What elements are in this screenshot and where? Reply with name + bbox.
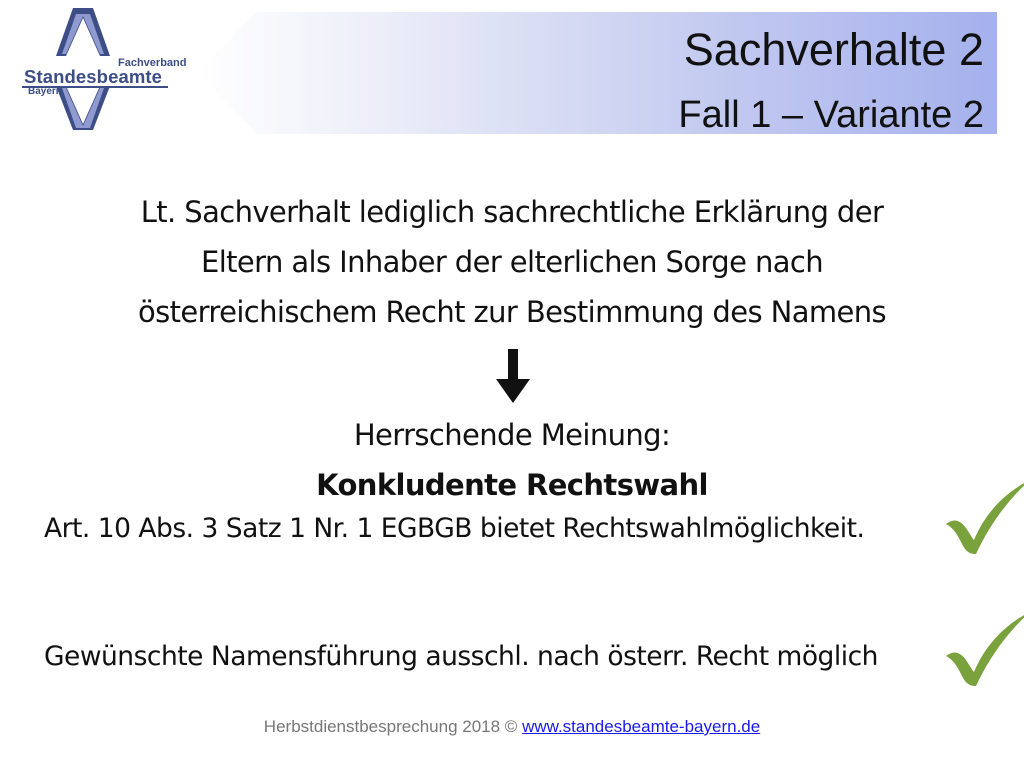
down-arrow-icon xyxy=(496,349,530,403)
intro-line: österreichischem Recht zur Bestimmung des Namens xyxy=(137,295,887,329)
checkmark-icon xyxy=(942,608,1024,688)
opinion-block xyxy=(0,410,1024,510)
point-legal-basis: Art. 10 Abs. 3 Satz 1 Nr. 1 EGBGB bietet Rechtswahlmöglichkeit. xyxy=(44,513,865,544)
association-logo xyxy=(18,6,187,134)
logo-text-bayern: Bayern xyxy=(28,86,62,97)
opinion-label: Herrschende Meinung: xyxy=(353,418,671,452)
footer-text: Herbstdienstbesprechung 2018 © xyxy=(263,717,518,736)
intro-line: Eltern als Inhaber der elterlichen Sorge nach xyxy=(200,245,824,279)
point-name-result: Gewünschte Namensführung ausschl. nach österr. Recht möglich xyxy=(44,641,878,672)
intro-line: Lt. Sachverhalt lediglich sachrechtliche Erklärung der xyxy=(140,195,884,229)
opinion-conclusion: Konkludente Rechtswahl xyxy=(316,468,708,502)
checkmark-icon xyxy=(942,476,1024,556)
footer-link[interactable]: www.standesbeamte-bayern.de xyxy=(522,717,761,736)
intro-paragraph xyxy=(40,187,984,337)
footer xyxy=(0,717,1024,737)
slide-title: Sachverhalte 2 xyxy=(683,24,984,75)
slide-subtitle: Fall 1 – Variante 2 xyxy=(678,94,984,136)
logo-text-fachverband: Fachverband xyxy=(118,57,187,69)
logo-text-standesbeamte: Standesbeamte xyxy=(24,66,163,87)
